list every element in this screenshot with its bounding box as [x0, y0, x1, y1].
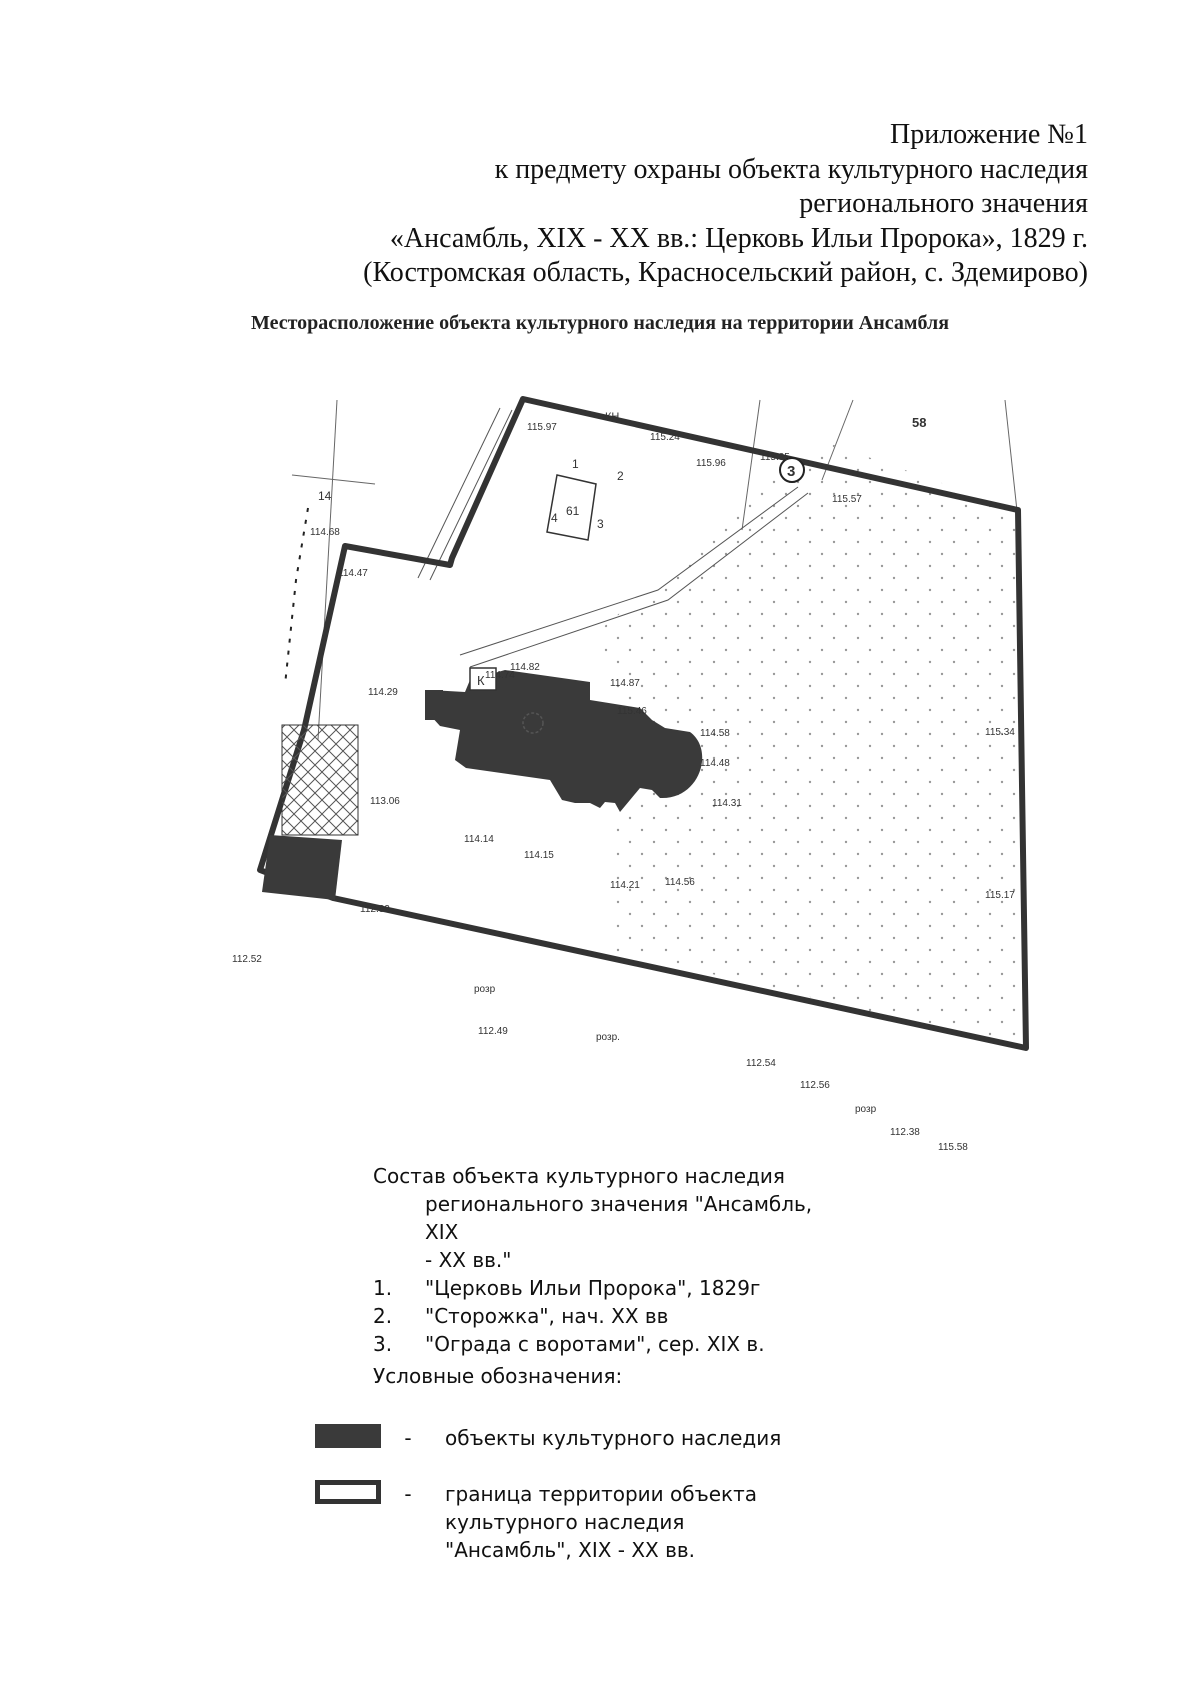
elevation-label: 115.17: [985, 890, 1015, 901]
elevation-label: 114.15: [524, 850, 554, 861]
elevation-label: 114.56: [665, 877, 695, 888]
header-line-3: регионального значения: [799, 188, 1088, 219]
composition-title-line-3: - XX вв.": [425, 1248, 512, 1272]
elevation-label: 115.95: [760, 452, 790, 463]
legend-item-text: объекты культурного наследия: [445, 1426, 782, 1450]
elevation-label: 115.46: [617, 706, 647, 717]
elevation-label: 114.14: [464, 834, 494, 845]
elevation-label: 112.38: [890, 1127, 920, 1138]
elevation-label: 115.97: [527, 422, 557, 433]
elevation-label: 112.54: [746, 1058, 776, 1069]
number-3-label: 3: [597, 517, 604, 531]
church-porch: [425, 690, 443, 720]
header-line-5: (Костромская область, Красносельский район, с. Здемирово): [363, 257, 1088, 288]
composition-item-text: "Ограда с воротами", сер. XIX в.: [425, 1332, 765, 1356]
number-1-label: 1: [572, 457, 579, 471]
elevation-label: 115.34: [985, 727, 1015, 738]
number-14-label: 14: [318, 489, 332, 503]
header-line-2: к предмету охраны объекта культурного наследия: [494, 153, 1088, 185]
composition-item-text: "Сторожка", нач. XX вв: [425, 1304, 669, 1328]
church-annex-k-label: К: [477, 673, 485, 688]
elevation-label: 114.21: [610, 880, 640, 891]
document-header: [363, 118, 1088, 291]
razr-tag: розр: [855, 1104, 877, 1115]
elevation-label: 114.87: [610, 678, 640, 689]
elevation-label: 114.82: [510, 662, 540, 673]
elevation-label: 114.29: [368, 687, 398, 698]
gate-marker-label: 3: [787, 463, 796, 480]
elevation-label: 115.24: [650, 432, 680, 443]
elevation-label: 112.82: [360, 904, 390, 915]
legend-dash: -: [404, 1426, 412, 1450]
razr-tag: розр.: [596, 1032, 620, 1043]
composition-item: [373, 1302, 843, 1330]
old-fence-line: [285, 508, 308, 685]
heritage-swatch: [315, 1424, 381, 1448]
map-subtitle: Месторасположение объекта культурного наследия на территории Ансамбля: [250, 312, 950, 334]
composition-title: [373, 1162, 843, 1274]
composition-item: [373, 1330, 843, 1358]
razr-tag: розр: [474, 984, 496, 995]
parcel-58-label: 58: [912, 415, 927, 430]
composition-item-number: 1.: [373, 1276, 393, 1300]
elevation-label: 114.48: [700, 758, 730, 769]
elevation-label: 114.58: [700, 728, 730, 739]
heritage-gatehouse: [262, 835, 342, 900]
elevation-label: 115.57: [832, 494, 862, 505]
legend-dash: -: [404, 1482, 412, 1506]
composition-item-number: 3.: [373, 1332, 393, 1356]
hatched-area: [282, 725, 358, 835]
composition-title-line-2: регионального значения "Ансамбль, XIX: [425, 1192, 813, 1244]
composition-title-line-1: Состав объекта культурного наследия: [373, 1164, 785, 1188]
composition-item-text: "Церковь Ильи Пророка", 1829г: [425, 1276, 761, 1300]
legend-title: Условные обозначения:: [373, 1364, 623, 1388]
site-plan-map: [0, 380, 1200, 1170]
elevation-label: 115.58: [938, 1142, 968, 1153]
number-4-label: 4: [551, 511, 558, 525]
elevation-label: 114.31: [712, 798, 742, 809]
elevation-label: 113.06: [370, 796, 400, 807]
composition-section: [373, 1162, 843, 1358]
kn-label: КН: [605, 411, 620, 423]
legend-item-text: граница территории объекта культурного наследия "Ансамбль", XIX - XX вв.: [445, 1482, 758, 1562]
elevation-label: 112.56: [800, 1080, 830, 1091]
legend-item-boundary: [315, 1480, 815, 1564]
elevation-label: 114.68: [310, 527, 340, 538]
elevation-label: 112.49: [478, 1026, 508, 1037]
composition-item: [373, 1274, 843, 1302]
number-2-label: 2: [617, 469, 624, 483]
elevation-label: 114.47: [338, 568, 368, 579]
legend-item-heritage: [315, 1424, 845, 1452]
elevation-label: 112.52: [232, 954, 262, 965]
header-line-4: «Ансамбль, XIX - XX вв.: Церковь Ильи Пророка», 1829 г.: [389, 222, 1088, 254]
elevation-label: 115.96: [696, 458, 726, 469]
boundary-swatch: [315, 1480, 381, 1504]
composition-item-number: 2.: [373, 1304, 393, 1328]
header-line-1: Приложение №1: [890, 119, 1088, 150]
building-61-label: 61: [566, 504, 580, 518]
elevation-label: 114.74: [485, 670, 515, 681]
